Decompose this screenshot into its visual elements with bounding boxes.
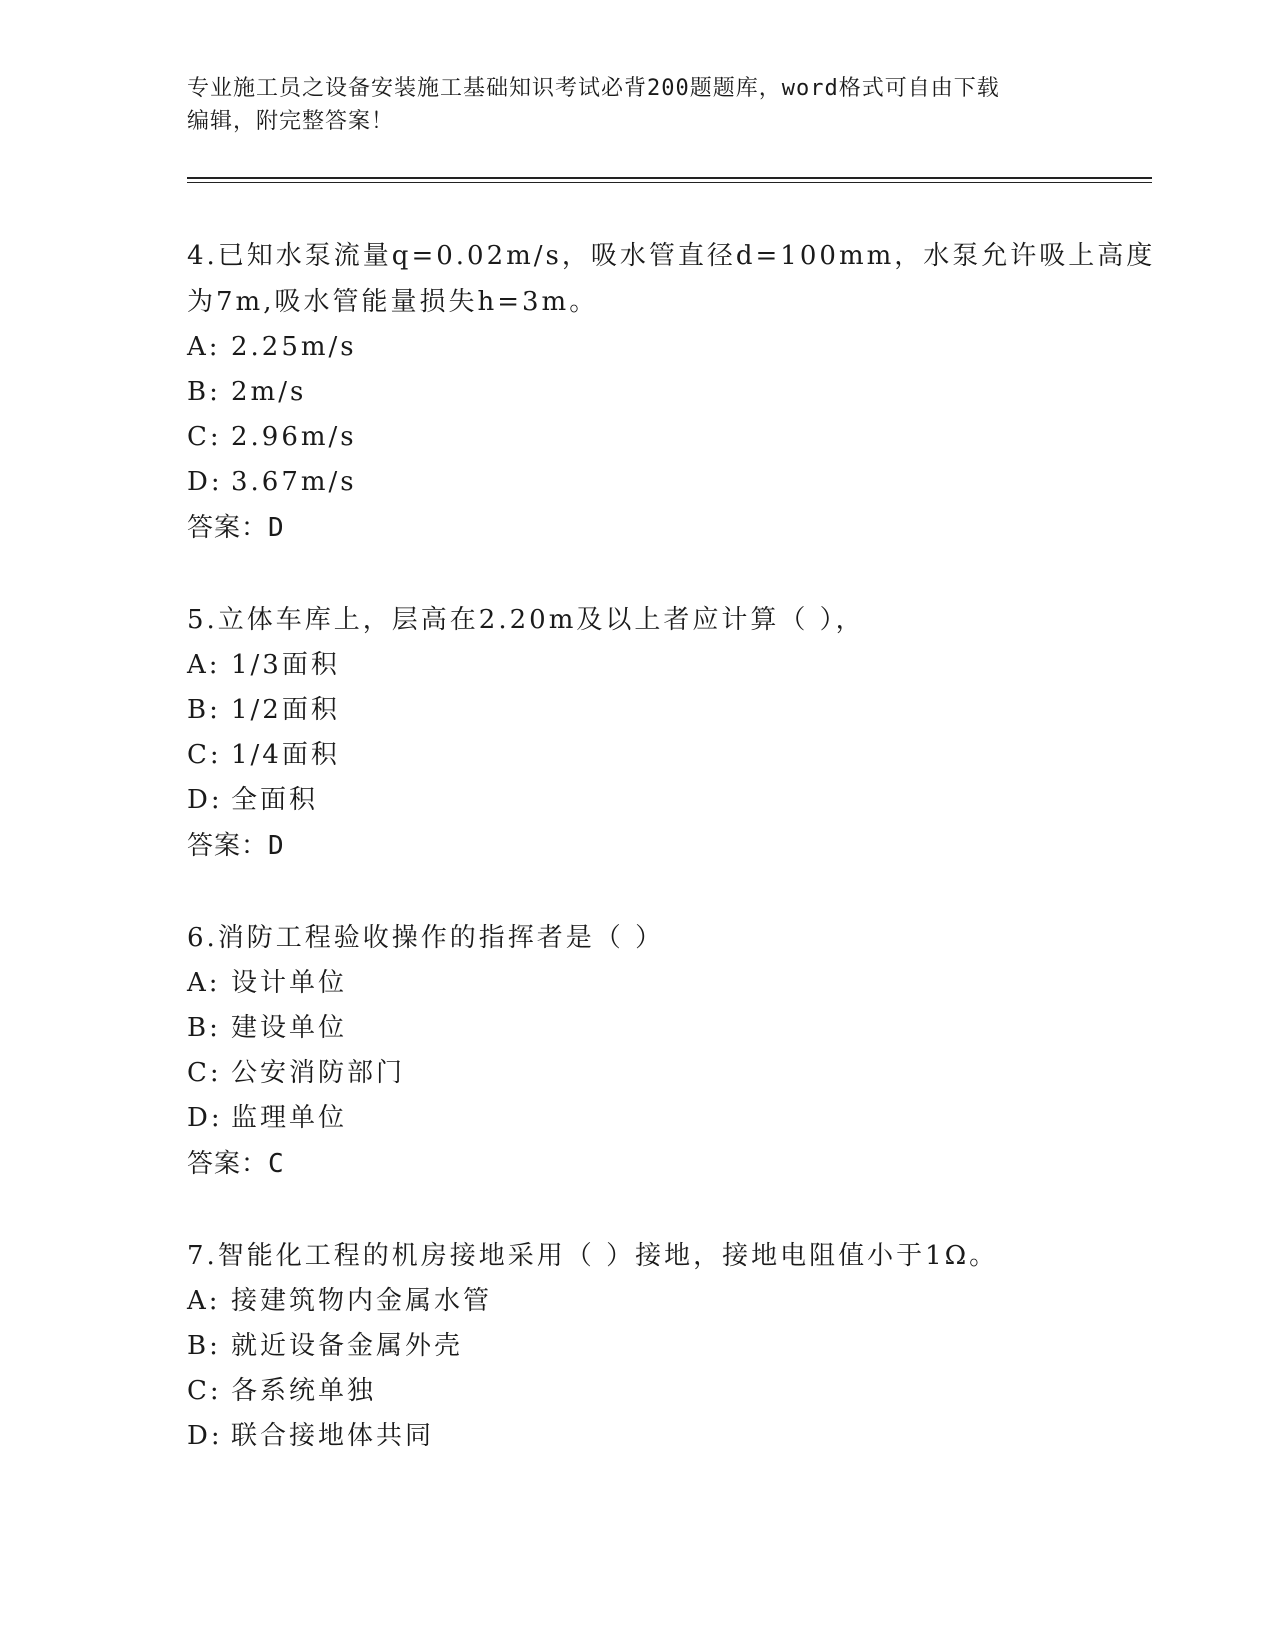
question-5 — [187, 597, 1087, 869]
answer-line: 答案：D — [187, 513, 285, 543]
option-c — [187, 1369, 1087, 1414]
option-a — [187, 1279, 1087, 1324]
option-letter: B: — [187, 377, 221, 407]
option-a — [187, 643, 1087, 688]
option-d — [187, 1096, 1087, 1141]
option-letter: D: — [187, 467, 223, 497]
option-text: 联合接地体共同 — [231, 1421, 435, 1451]
option-d — [187, 1414, 1087, 1459]
question-stem-line-1: 6.消防工程验收操作的指挥者是（ ） — [187, 923, 665, 953]
question-7 — [187, 1233, 1087, 1459]
option-letter: C: — [187, 740, 222, 770]
question-4 — [187, 233, 1156, 551]
question-stem-line-2: 为7m,吸水管能量损失h=3m。 — [187, 287, 599, 317]
option-letter: A: — [187, 332, 221, 362]
option-text: 接建筑物内金属水管 — [231, 1286, 493, 1316]
option-a — [187, 325, 1087, 370]
header-line-1: 专业施工员之设备安装施工基础知识考试必背200题题库，word格式可自由下载 — [187, 76, 1000, 101]
question-stem — [187, 233, 1156, 325]
option-text: 1/3面积 — [231, 650, 340, 680]
header-divider-thin — [187, 182, 1152, 183]
option-text: 全面积 — [231, 785, 319, 815]
option-text: 2m/s — [231, 377, 307, 407]
option-letter: B: — [187, 695, 221, 725]
option-letter: C: — [187, 1376, 222, 1406]
option-text: 监理单位 — [231, 1103, 348, 1133]
question-6 — [187, 915, 1087, 1187]
question-stem-line-1: 5.立体车库上，层高在2.20m及以上者应计算（ ）， — [187, 605, 865, 635]
option-text: 3.67m/s — [231, 467, 357, 497]
answer-line: 答案：D — [187, 831, 285, 861]
option-letter: D: — [187, 1103, 223, 1133]
option-letter: A: — [187, 1286, 221, 1316]
option-c — [187, 733, 1087, 778]
option-b — [187, 370, 1087, 415]
option-letter: A: — [187, 650, 221, 680]
header-divider-thick — [187, 177, 1152, 179]
option-text: 公安消防部门 — [231, 1058, 406, 1088]
header-line-2: 编辑，附完整答案！ — [187, 109, 395, 134]
option-d — [187, 778, 1087, 823]
option-text: 建设单位 — [231, 1013, 348, 1043]
option-c — [187, 1051, 1087, 1096]
option-b — [187, 1324, 1087, 1369]
option-text: 1/4面积 — [231, 740, 340, 770]
option-text: 各系统单独 — [231, 1376, 377, 1406]
option-text: 就近设备金属外壳 — [231, 1331, 464, 1361]
option-letter: C: — [187, 422, 222, 452]
question-stem — [187, 597, 1087, 643]
option-text: 设计单位 — [231, 968, 348, 998]
option-letter: B: — [187, 1331, 221, 1361]
option-c — [187, 415, 1087, 460]
option-letter: D: — [187, 785, 223, 815]
option-letter: C: — [187, 1058, 222, 1088]
option-letter: B: — [187, 1013, 221, 1043]
document-header — [187, 72, 1067, 138]
option-letter: A: — [187, 968, 221, 998]
option-a — [187, 961, 1087, 1006]
question-stem — [187, 915, 1087, 961]
option-b — [187, 1006, 1087, 1051]
question-stem — [187, 1233, 1087, 1279]
option-d — [187, 460, 1087, 505]
question-stem-line-1: 7.智能化工程的机房接地采用（ ）接地，接地电阻值小于1Ω。 — [187, 1241, 999, 1271]
option-text: 2.96m/s — [231, 422, 357, 452]
question-stem-line-1: 4.已知水泵流量q=0.02m/s，吸水管直径d=100mm，水泵允许吸上高度 — [187, 241, 1156, 271]
option-letter: D: — [187, 1421, 223, 1451]
option-text: 2.25m/s — [231, 332, 357, 362]
answer-line: 答案：C — [187, 1149, 285, 1179]
option-text: 1/2面积 — [231, 695, 340, 725]
option-b — [187, 688, 1087, 733]
